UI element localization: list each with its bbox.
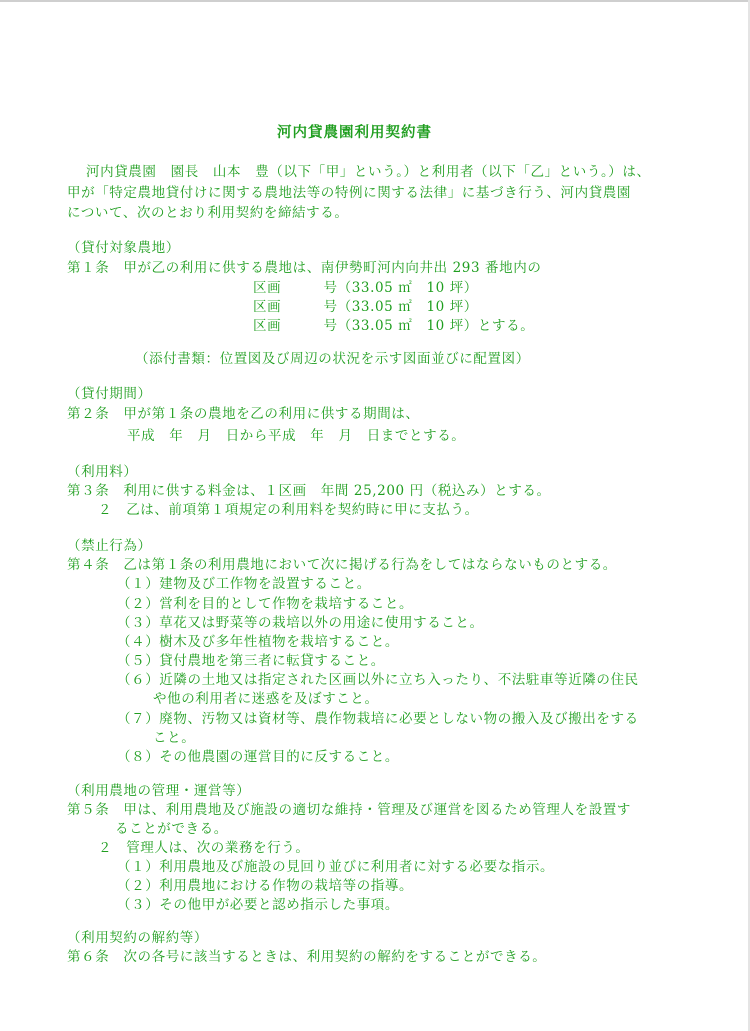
- article-2-text: 第２条 甲が第１条の農地を乙の利用に供する期間は、: [67, 406, 420, 422]
- prohibited-item-6-cont: や他の利用者に迷惑を及ぼすこと。: [153, 691, 379, 707]
- article-3-paragraph-2: ２ 乙は、前項第１項規定の利用料を契約時に甲に支払う。: [98, 502, 479, 518]
- article-5-paragraph-2: ２ 管理人は、次の業務を行う。: [98, 840, 310, 856]
- attachments-note: （添付書類：位置図及び周辺の状況を示す図面並びに配置図）: [135, 351, 530, 367]
- plot-line-2: 区画 号（33.05 ㎡ 10 坪）: [253, 299, 478, 315]
- article-5-text: 第５条 甲は、利用農地及び施設の適切な維持・管理及び運営を図るため管理人を設置す: [67, 802, 631, 818]
- article-5-heading: （利用農地の管理・運営等）: [67, 783, 251, 799]
- article-3-text: 第３条 利用に供する料金は、１区画 年間 25,200 円（税込み）とする。: [67, 483, 551, 499]
- article-3-heading: （利用料）: [67, 464, 138, 480]
- prohibited-item-1: （１）建物及び工作物を設置すること。: [117, 576, 371, 592]
- article-2-period: 平成 年 月 日から平成 年 月 日までとする。: [127, 428, 466, 444]
- duty-item-1: （１）利用農地及び施設の見回り並びに利用者に対する必要な指示。: [117, 859, 555, 875]
- prohibited-item-4: （４）樹木及び多年性植物を栽培すること。: [117, 634, 399, 650]
- prohibited-item-8: （８）その他農園の運営目的に反すること。: [117, 749, 399, 765]
- plot-line-3: 区画 号（33.05 ㎡ 10 坪）とする。: [253, 318, 535, 334]
- prohibited-item-6: （６）近隣の土地又は指定された区画以外に立ち入ったり、不法駐車等近隣の住民: [117, 672, 639, 688]
- prohibited-item-2: （２）営利を目的として作物を栽培すること。: [117, 596, 414, 612]
- prohibited-item-5: （５）貸付農地を第三者に転貸すること。: [117, 653, 385, 669]
- intro-line-3: について、次のとおり利用契約を締結する。: [67, 205, 349, 221]
- article-4-heading: （禁止行為）: [67, 538, 152, 554]
- article-6-text: 第６条 次の各号に該当するときは、利用契約の解約をすることができる。: [67, 949, 547, 965]
- plot-line-1: 区画 号（33.05 ㎡ 10 坪）: [253, 280, 478, 296]
- prohibited-item-7: （７）廃物、汚物又は資材等、農作物栽培に必要としない物の搬入及び搬出をする: [117, 711, 639, 727]
- prohibited-item-3: （３）草花又は野菜等の栽培以外の用途に使用すること。: [117, 615, 484, 631]
- article-6-heading: （利用契約の解約等）: [67, 930, 208, 946]
- scan-edge-top: [0, 0, 750, 2]
- intro-line-2: 甲が「特定農地貸付けに関する農地法等の特例に関する法律」に基づき行う、河内貸農園: [67, 185, 631, 201]
- article-1-heading: （貸付対象農地）: [67, 240, 180, 256]
- prohibited-item-7-cont: こと。: [153, 730, 196, 746]
- article-5-text-cont: ることができる。: [115, 821, 228, 837]
- document-title: 河内貸農園利用契約書: [277, 124, 432, 141]
- duty-item-2: （２）利用農地における作物の栽培等の指導。: [117, 878, 414, 894]
- intro-line-1: 河内貸農園 園長 山本 豊（以下「甲」という。）と利用者（以下「乙」という。）は、: [86, 164, 651, 180]
- article-1-text: 第１条 甲が乙の利用に供する農地は、南伊勢町河内向井出 293 番地内の: [67, 260, 542, 276]
- article-2-heading: （貸付期間）: [67, 386, 152, 402]
- duty-item-3: （３）その他甲が必要と認め指示した事項。: [117, 897, 399, 913]
- article-4-text: 第４条 乙は第１条の利用農地において次に掲げる行為をしてはならないものとする。: [67, 557, 617, 573]
